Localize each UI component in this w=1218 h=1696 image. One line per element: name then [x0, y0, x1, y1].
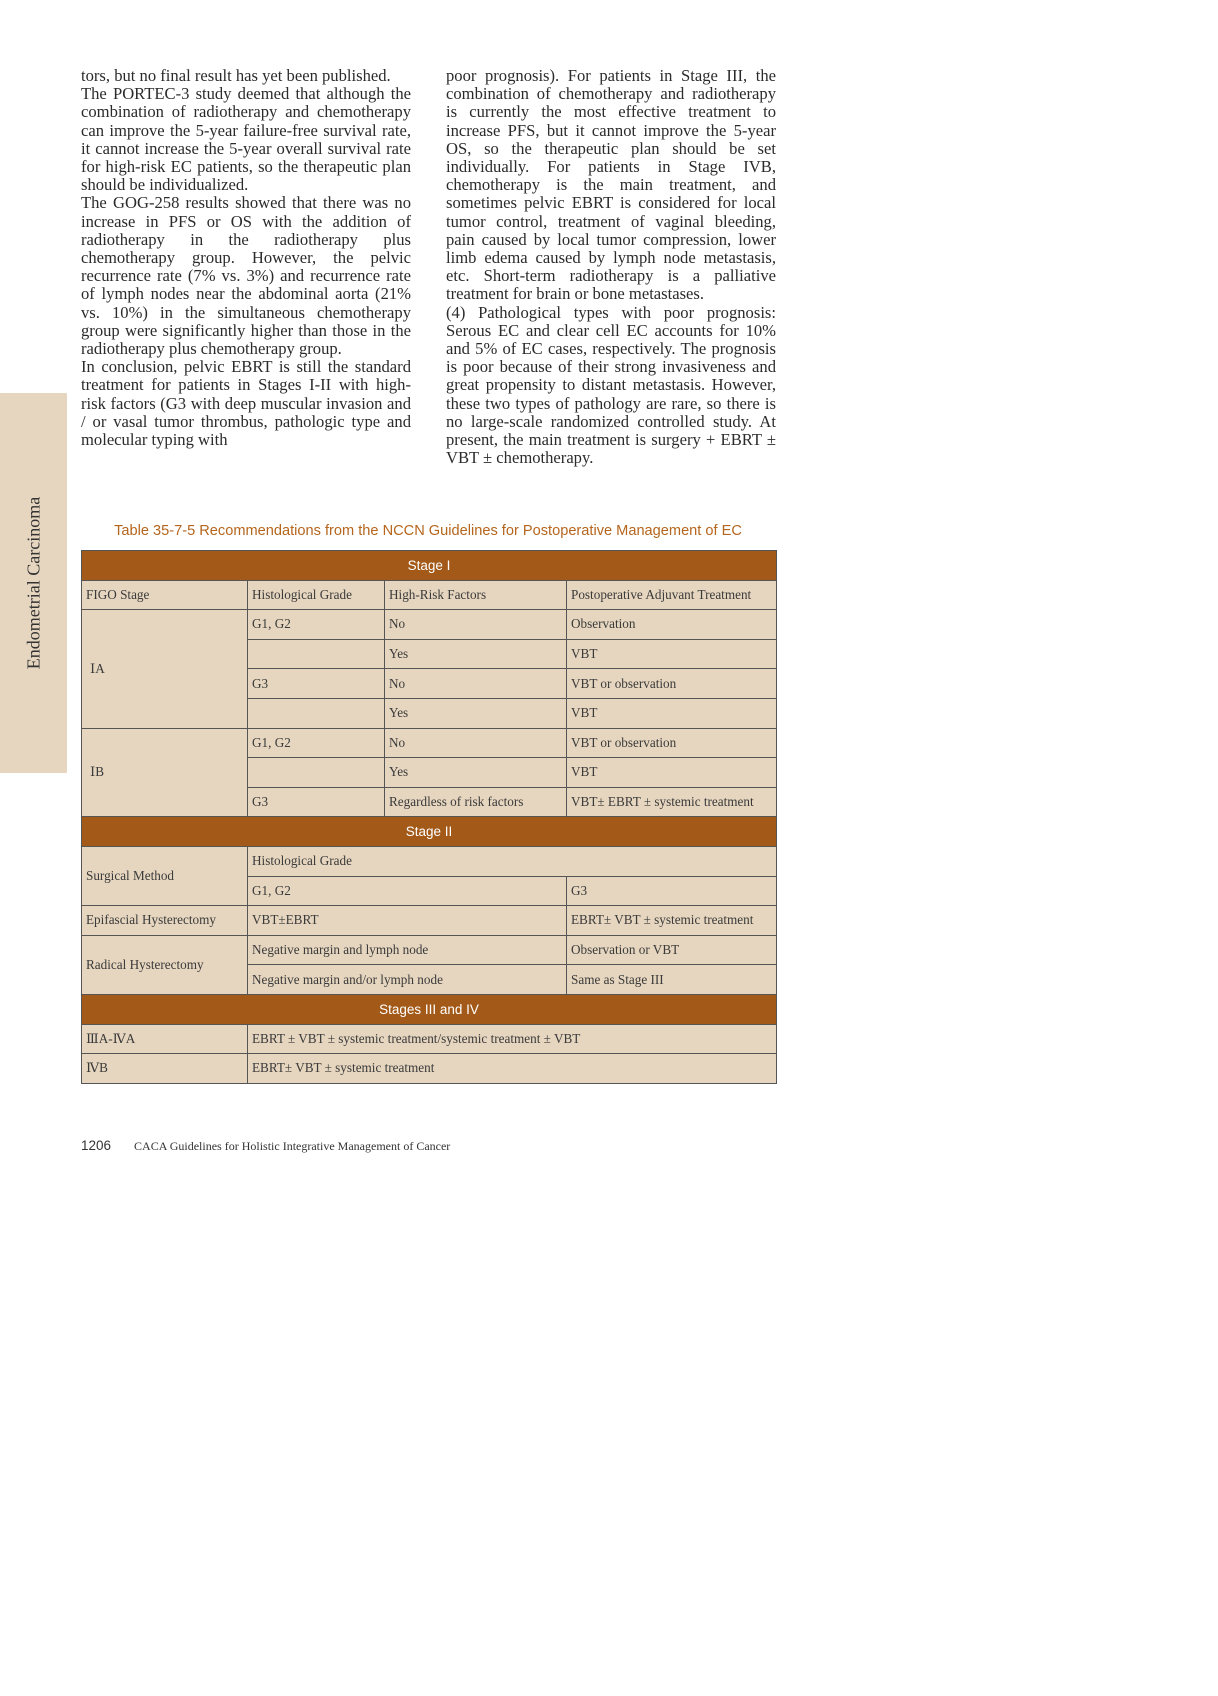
risk-cell: Yes [385, 698, 567, 728]
condition-cell: Negative margin and/or lymph node [248, 965, 567, 995]
paragraph: The PORTEC-3 study deemed that although the combination of radiotherapy and chemotherapy can improve the 5-year failure-free survival rate, it cannot increase the 5-year overall survival rate for high-risk EC patients, so the therapeutic plan should be individualized. [81, 84, 411, 195]
table-column-header-row [82, 580, 777, 610]
stage-ib-cell: ⅠB [82, 728, 248, 817]
column-header: Histological Grade [248, 580, 385, 610]
method-cell: Radical Hysterectomy [82, 935, 248, 994]
page-footer [81, 1138, 450, 1154]
left-text-column [81, 67, 411, 449]
risk-cell: Regardless of risk factors [385, 787, 567, 817]
grade-cell: G3 [248, 669, 385, 699]
book-title: CACA Guidelines for Holistic Integrative Management of Cancer [134, 1139, 451, 1153]
treatment-cell: Observation [567, 610, 777, 640]
paragraph: tors, but no final result has yet been published. [81, 66, 391, 85]
treatment-cell: VBT or observation [567, 728, 777, 758]
treatment-cell: Same as Stage III [567, 965, 777, 995]
risk-cell: No [385, 728, 567, 758]
risk-cell: No [385, 610, 567, 640]
treatment-cell: VBT or observation [567, 669, 777, 699]
histological-grade-cell: Histological Grade [248, 846, 777, 876]
treatment-cell: VBT [567, 639, 777, 669]
grade-cell [248, 758, 385, 788]
stage1-header: Stage I [82, 551, 777, 581]
table-section-header-row [82, 551, 777, 581]
table-row [82, 906, 777, 936]
grade-cell: G3 [248, 787, 385, 817]
stage-ia-cell: ⅠA [82, 610, 248, 728]
condition-cell: Negative margin and lymph node [248, 935, 567, 965]
method-cell: Epifascial Hysterectomy [82, 906, 248, 936]
grade-high-cell: G3 [567, 876, 777, 906]
table-row [82, 846, 777, 876]
stage-cell: ⅢA-ⅣA [82, 1024, 248, 1054]
column-header: Postoperative Adjuvant Treatment [567, 580, 777, 610]
treatment-cell: VBT [567, 698, 777, 728]
table-row [82, 728, 777, 758]
side-tab-label: Endometrial Carcinoma [23, 496, 43, 670]
grade-cell: G1, G2 [248, 728, 385, 758]
table-row [82, 1024, 777, 1054]
risk-cell: No [385, 669, 567, 699]
table-section-header-row [82, 817, 777, 847]
grade-cell [248, 639, 385, 669]
risk-cell: Yes [385, 639, 567, 669]
paragraph: In conclusion, pelvic EBRT is still the standard treatment for patients in Stages I-II with high-risk factors (G3 with deep muscular invasion and / or vasal tumor thrombus, pathologic type and molecular typing with [81, 357, 411, 450]
treatment-cell: EBRT ± VBT ± systemic treatment/systemic treatment ± VBT [248, 1024, 777, 1054]
table-row [82, 610, 777, 640]
grade-cell: G1, G2 [248, 610, 385, 640]
grade-low-cell: G1, G2 [248, 876, 567, 906]
surgical-method-cell: Surgical Method [82, 846, 248, 905]
table-caption: Table 35-7-5 Recommendations from the NCCN Guidelines for Postoperative Management of EC [114, 523, 742, 539]
right-text-column [446, 67, 776, 467]
grade-cell [248, 698, 385, 728]
table-section-header-row [82, 994, 777, 1024]
treatment-cell: Observation or VBT [567, 935, 777, 965]
treatment-cell: EBRT± VBT ± systemic treatment [567, 906, 777, 936]
paragraph: poor prognosis). For patients in Stage III, the combination of chemotherapy and radiotherapy is currently the most effective treatment to increase PFS, but it cannot improve the 5-year OS, so the therapeutic plan should be set individually. For patients in Stage IVB, chemotherapy is the main treatment, and sometimes pelvic EBRT is considered for local tumor control, treatment of vaginal bleeding, pain caused by local tumor compression, lower limb edema caused by lymph node metastasis, etc. Short-term radiotherapy is a palliative treatment for brain or bone metastases. [446, 66, 776, 304]
treatment-cell: VBT±EBRT [248, 906, 567, 936]
paragraph: The GOG-258 results showed that there was no increase in PFS or OS with the addition of radiotherapy in the radiotherapy plus chemotherapy group. However, the pelvic recurrence rate (7% vs. 3%) and recurrence rate of lymph nodes near the abdominal aorta (21% vs. 10%) in the simultaneous chemotherapy group were significantly higher than those in the radiotherapy plus chemotherapy group. [81, 193, 411, 359]
stage-cell: ⅣB [82, 1054, 248, 1084]
paragraph: (4) Pathological types with poor prognosis: Serous EC and clear cell EC accounts for 10% and 5% of EC cases, respectively. The prognosis is poor because of their strong invasiveness and great propensity to distant metastasis. However, these two types of pathology are rare, so there is no large-scale randomized controlled study. At present, the main treatment is surgery + EBRT ± VBT ± chemotherapy. [446, 302, 776, 468]
column-header: High-Risk Factors [385, 580, 567, 610]
table-row [82, 935, 777, 965]
column-header: FIGO Stage [82, 580, 248, 610]
stage2-header: Stage II [82, 817, 777, 847]
side-tab [0, 393, 67, 773]
stage34-header: Stages III and IV [82, 994, 777, 1024]
recommendations-table [81, 550, 777, 1084]
table-row [82, 1054, 777, 1084]
treatment-cell: VBT± EBRT ± systemic treatment [567, 787, 777, 817]
risk-cell: Yes [385, 758, 567, 788]
treatment-cell: VBT [567, 758, 777, 788]
page-number: 1206 [81, 1138, 112, 1153]
treatment-cell: EBRT± VBT ± systemic treatment [248, 1054, 777, 1084]
